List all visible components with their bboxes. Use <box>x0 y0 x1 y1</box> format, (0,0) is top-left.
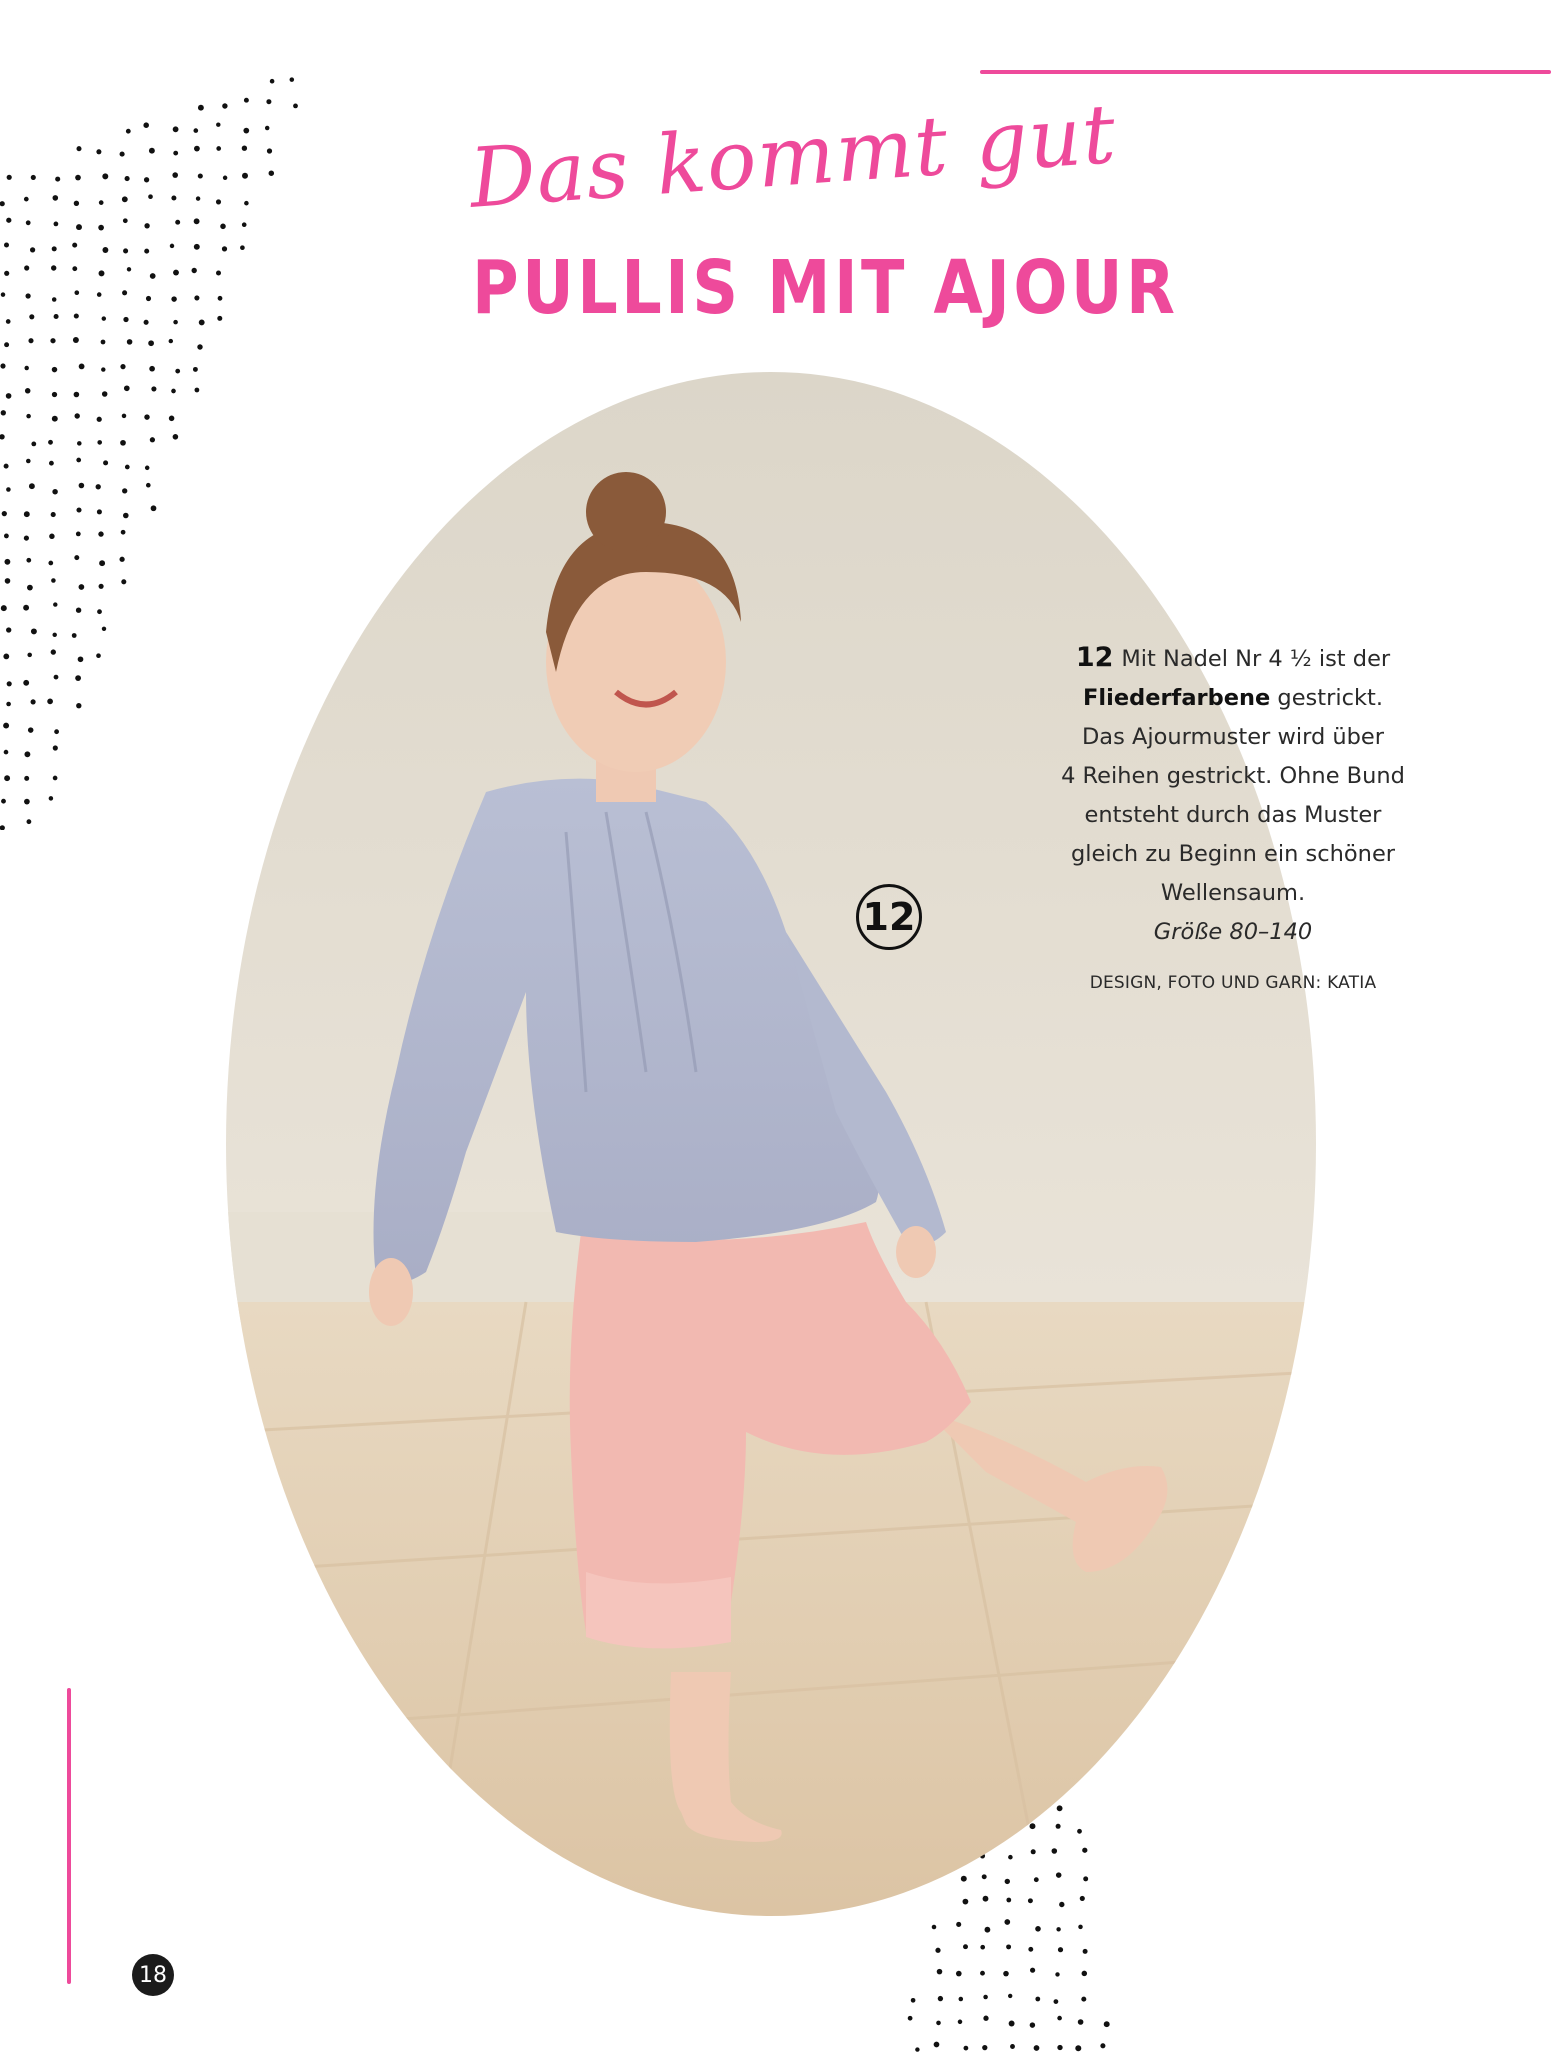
dot-pattern-top-left <box>0 50 330 830</box>
description-text <box>1008 638 1458 1003</box>
script-title: Das kommt gut <box>466 86 1120 227</box>
description-line-5: entsteht durch das Muster <box>1084 802 1382 828</box>
model-number-badge: 12 <box>856 884 922 950</box>
description-line-4: 4 Reihen gestrickt. Ohne Bund <box>1061 763 1405 789</box>
decorative-line-left <box>67 1688 71 1984</box>
child-sweater-photo <box>226 372 1316 1916</box>
highlight-word: Fliederfarbene <box>1083 685 1271 711</box>
main-title: PULLIS MIT AJOUR <box>472 245 1179 331</box>
description-line-6: gleich zu Beginn ein schöner <box>1070 841 1396 867</box>
description-line-2: Fliederfarbene gestrickt. <box>1083 685 1383 711</box>
description-line-3: Das Ajourmuster wird über <box>1081 724 1385 750</box>
size-range: Größe 80–140 <box>1153 919 1313 945</box>
description-number: 12 <box>1075 642 1114 673</box>
description-line-7: Wellensaum. <box>1160 880 1306 906</box>
decorative-line-top <box>980 70 1551 74</box>
credit-line: DESIGN, FOTO UND GARN: KATIA <box>1089 973 1377 993</box>
description-line-1: 12 Mit Nadel Nr 4 ½ ist der <box>1075 642 1391 673</box>
page-number: 18 <box>132 1954 174 1996</box>
